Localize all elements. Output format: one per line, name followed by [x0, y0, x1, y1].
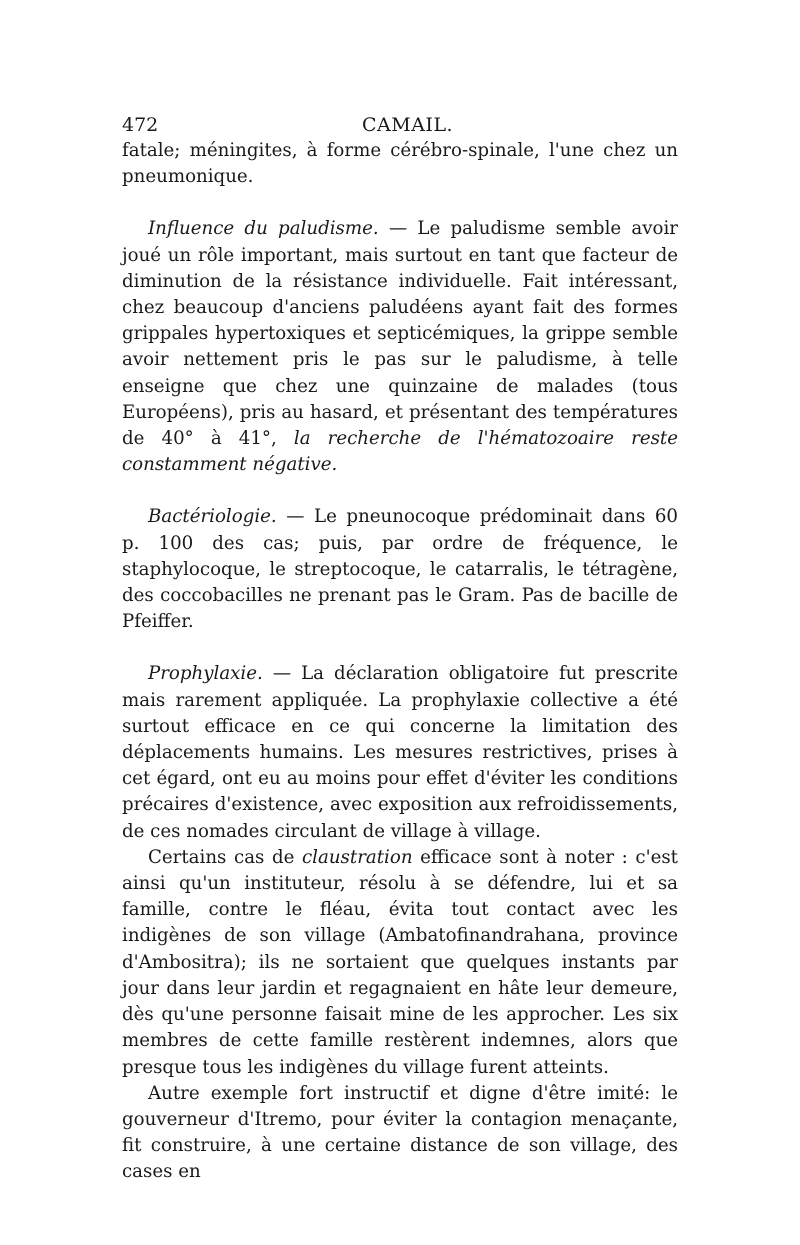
- paragraph-bacteriologie: [122, 504, 678, 635]
- paragraph-continuation: [122, 138, 678, 190]
- paragraph-text: — Le paludisme semble avoir joué un rôle important, mais surtout en tant que facteur de diminution de la résistance individuelle. Fait intéressant, chez beaucoup d'anciens paludéens ayant fait des formes grippales hypertoxiques et septicémiques, la grippe semble avoir nettement pris le pas sur le paludisme, à telle enseigne que chez une quinzaine de malades (tous Européens), pris au hasard, et présentant des températures de 40° à 41°,: [122, 218, 679, 450]
- paragraph-text: efficace sont à noter : c'est ainsi qu'un instituteur, résolu à se défendre, lui et sa famille, contre le fléau, évita tout contact avec les indigènes de son village (Ambatofinandrahana, province d'Ambositra); ils ne sortaient que quelques instants par jour dans leur jardin et regagnaient en hâte leur demeure, dès qu'une personne faisait mine de les approcher. Les six membres de cette famille restèrent indemnes, alors que presque tous les indigènes du village furent atteints.: [122, 846, 678, 1078]
- section-lead: Influence du paludisme.: [148, 218, 379, 240]
- paragraph-itremo: [122, 1081, 678, 1186]
- running-head: CAMAIL.: [362, 114, 454, 136]
- paragraph-italic-text: la recherche de l'hématozoaire reste constamment négative.: [122, 428, 678, 476]
- paragraph-text: — La déclaration obligatoire fut prescrite mais rarement appliquée. La prophylaxie collective a été surtout efficace en ce qui concerne la limitation des déplacements humains. Les mesures restrictives, prises à cet égard, ont eu au moins pour effet d'éviter les conditions précaires d'existence, avec exposition aux refroidissements, de ces nomades circulant de village à village.: [122, 663, 678, 842]
- paragraph-text: Autre exemple fort instructif et digne d'être imité: le gouverneur d'Itremo, pour éviter la contagion menaçante, fit construire, à une certaine distance de son village, des cases en: [122, 1082, 678, 1183]
- section-lead: Bactériologie.: [148, 506, 277, 528]
- book-page: [122, 108, 678, 1186]
- paragraph-text: fatale; méningites, à forme cérébro-spinale, l'une chez un pneumonique.: [122, 140, 678, 188]
- page-header: [122, 108, 678, 138]
- paragraph-prophylaxie: [122, 661, 678, 844]
- paragraph-paludisme: [122, 216, 678, 478]
- page-number: 472: [122, 114, 159, 136]
- section-lead: Prophylaxie.: [148, 663, 263, 685]
- paragraph-claustration: [122, 845, 678, 1081]
- paragraph-italic-text: claustration: [302, 846, 413, 868]
- paragraph-text: — Le pneunocoque prédominait dans 60 p. 100 des cas; puis, par ordre de fréquence, le staphylocoque, le streptocoque, le catarralis, le tétragène, des coccobacilles ne prenant pas le Gram. Pas de bacille de Pfeiffer.: [122, 506, 678, 633]
- paragraph-text: Certains cas de: [148, 846, 302, 868]
